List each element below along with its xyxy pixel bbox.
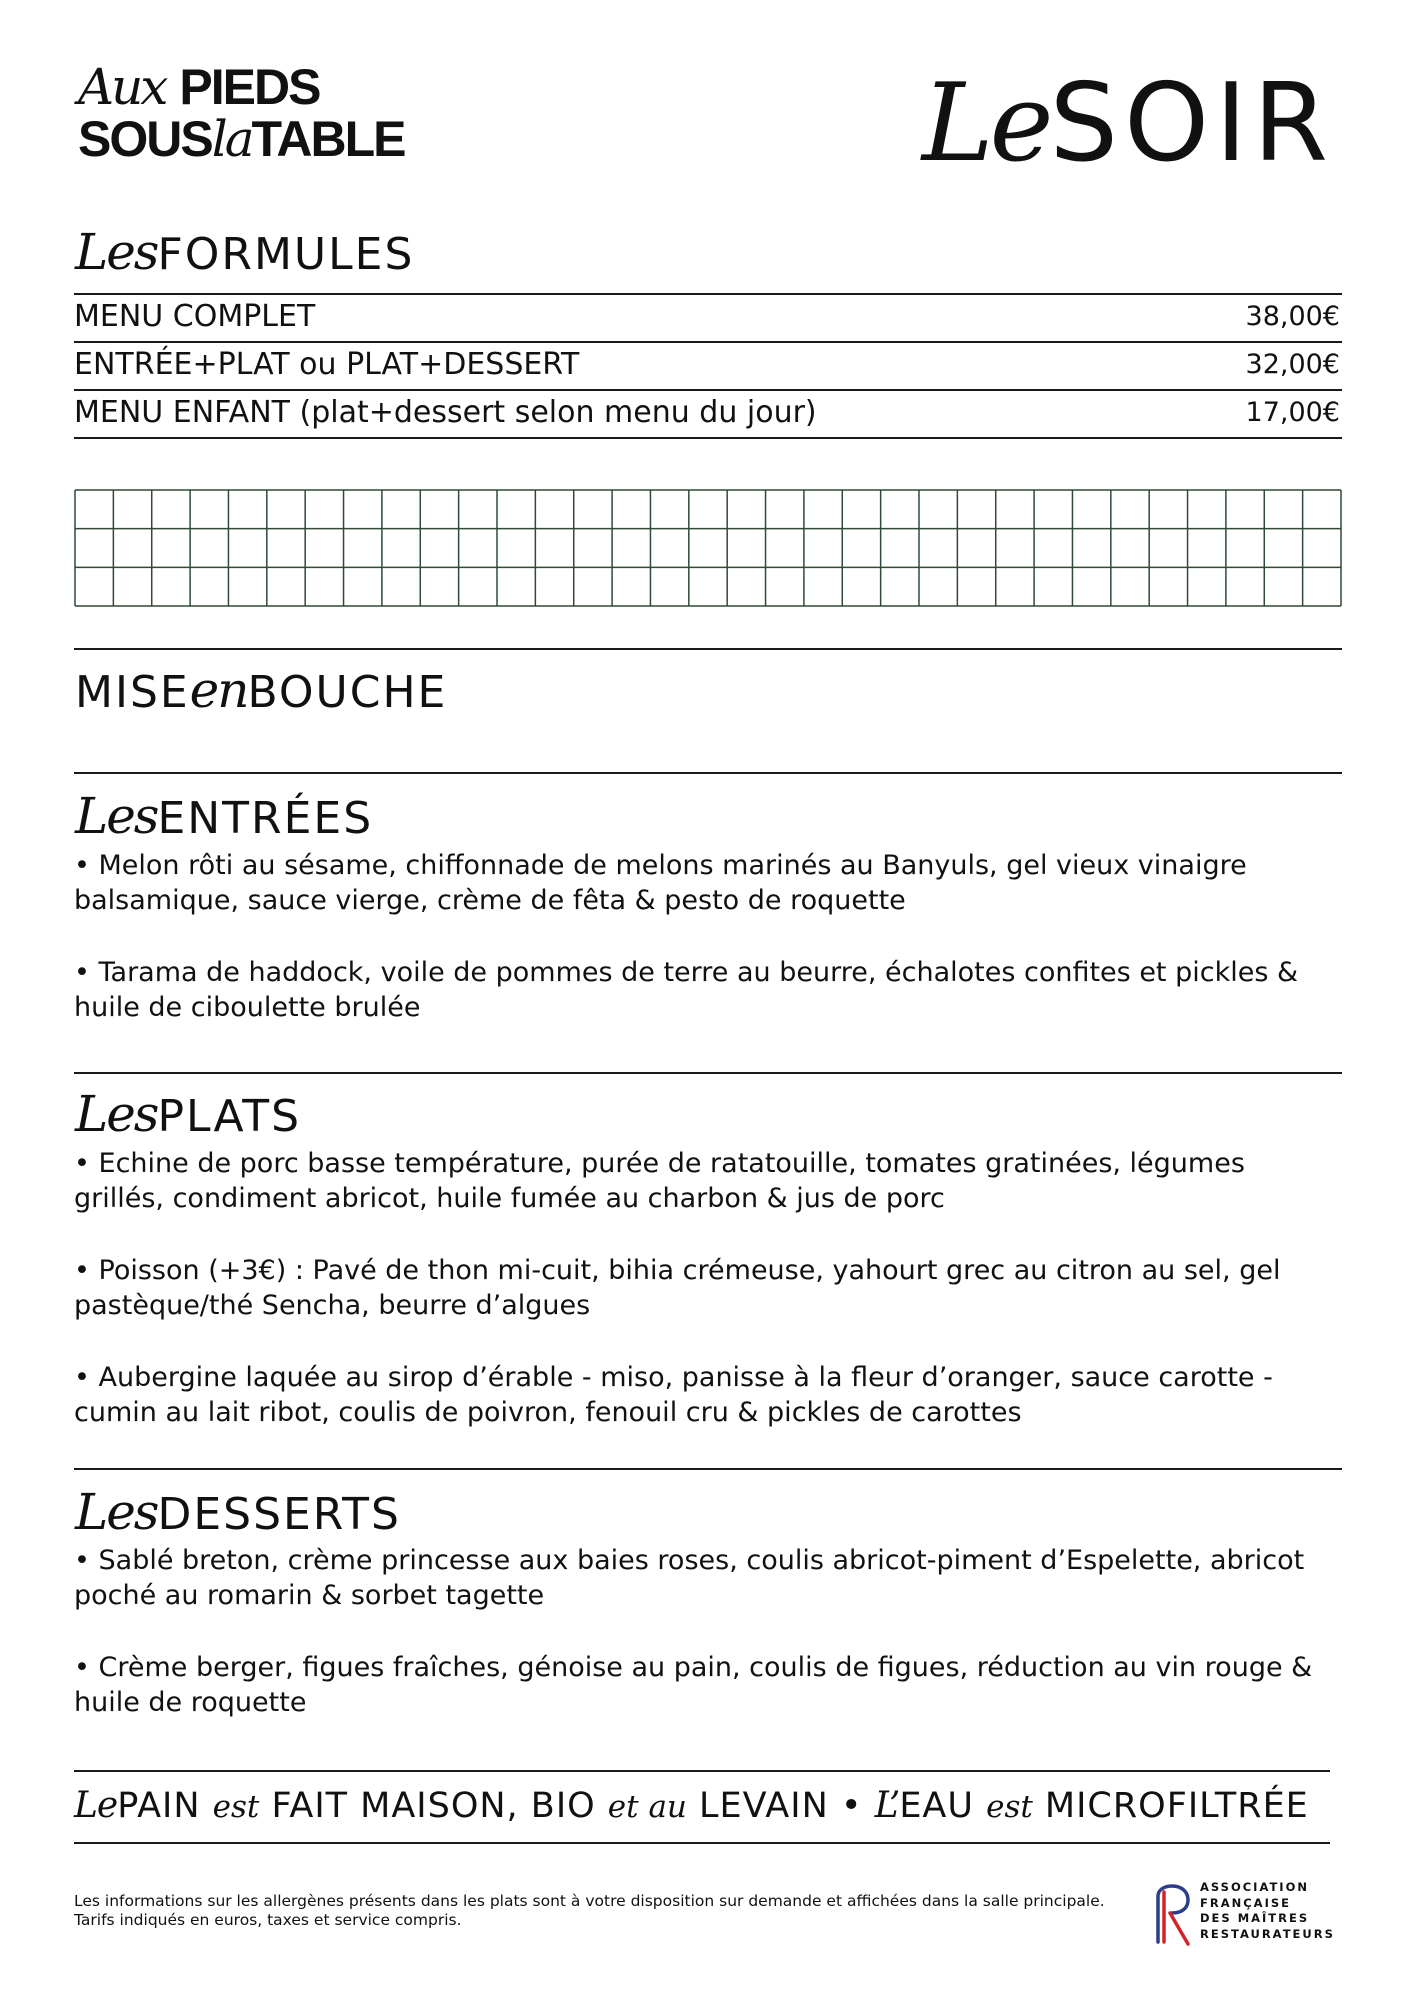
- divider: [74, 1842, 1330, 1844]
- desserts-list: [74, 1543, 1342, 1720]
- banner-est: est: [212, 1789, 260, 1825]
- formules-title: FORMULES: [157, 229, 415, 280]
- desserts-heading: [75, 1483, 401, 1541]
- banner-et-au: et au: [607, 1789, 687, 1825]
- menu-item: • Poisson (+3€) : Pavé de thon mi-cuit, bihia crémeuse, yahourt grec au citron au sel, gel pastèque/thé Sencha, beurre d’algues: [74, 1255, 1281, 1321]
- maitres-restaurateurs-logo: [1150, 1880, 1340, 1950]
- logo-sous: SOUS: [78, 111, 212, 167]
- entrees-heading: [75, 787, 374, 845]
- plats-title: PLATS: [157, 1091, 301, 1142]
- formule-label: MENU COMPLET: [74, 299, 316, 334]
- formule-row: [74, 294, 1342, 340]
- title-le: Le: [921, 61, 1050, 186]
- tariff-note: Tarifs indiqués en euros, taxes et service compris.: [74, 1911, 462, 1929]
- banner-microfiltree: MICROFILTRÉE: [1044, 1786, 1309, 1826]
- menu-item: • Melon rôti au sésame, chiffonnade de melons marinés au Banyuls, gel vieux vinaigre balsamique, sauce vierge, crème de fêta & pesto de roquette: [74, 850, 1247, 916]
- mise-en-bouche-heading: [75, 661, 448, 719]
- association-line: FRANÇAISE: [1200, 1895, 1291, 1910]
- en-word: en: [189, 661, 248, 719]
- banner-pain: PAIN: [117, 1786, 201, 1826]
- logo-pieds: PIEDS: [179, 59, 320, 115]
- desserts-title: DESSERTS: [157, 1489, 401, 1540]
- menu-item: • Aubergine laquée au sirop d’érable - miso, panisse à la fleur d’oranger, sauce carotte - cumin au lait ribot, coulis de poivron, fenouil cru & pickles de carottes: [74, 1362, 1273, 1428]
- formule-price: 17,00€: [1245, 397, 1340, 428]
- divider: [74, 772, 1342, 774]
- formule-row: [74, 390, 1342, 436]
- menu-item: • Crème berger, figues fraîches, génoise au pain, coulis de figues, réduction au vin rouge & huile de roquette: [74, 1652, 1313, 1718]
- logo-aux: Aux: [78, 58, 166, 116]
- notes-grid: [74, 489, 1342, 607]
- mise-word: MISE: [75, 667, 190, 718]
- allergen-note: Les informations sur les allergènes présents dans les plats sont à votre disposition sur demande et affichées dans la salle principale.: [74, 1892, 1105, 1910]
- association-name: [1200, 1880, 1335, 1942]
- bouche-word: BOUCHE: [247, 667, 448, 718]
- association-line: RESTAURATEURS: [1200, 1926, 1335, 1941]
- plats-list: [74, 1146, 1342, 1430]
- entrees-les: Les: [75, 787, 158, 845]
- banner-eau: EAU: [899, 1786, 974, 1826]
- formule-label: ENTRÉE+PLAT ou PLAT+DESSERT: [74, 347, 580, 382]
- bread-water-banner: [74, 1785, 1330, 1824]
- formules-heading: [75, 223, 415, 281]
- title-soir: SOIR: [1049, 61, 1334, 186]
- formule-row: [74, 342, 1342, 388]
- restaurant-logo: [78, 58, 405, 168]
- banner-le: Le: [74, 1785, 118, 1826]
- footer-note: [74, 1892, 1105, 1930]
- formule-label: MENU ENFANT (plat+dessert selon menu du jour): [74, 395, 817, 430]
- divider: [74, 437, 1342, 439]
- banner-l: L’: [874, 1785, 900, 1826]
- formule-price: 32,00€: [1245, 349, 1340, 380]
- divider: [74, 648, 1342, 650]
- association-line: ASSOCIATION: [1200, 1880, 1309, 1894]
- association-line: DES MAÎTRES: [1200, 1911, 1310, 1925]
- banner-est: est: [986, 1789, 1033, 1825]
- banner-levain: LEVAIN: [698, 1786, 829, 1826]
- desserts-les: Les: [75, 1483, 158, 1541]
- maitres-restaurateurs-r-icon: [1150, 1880, 1194, 1950]
- menu-item: • Echine de porc basse température, purée de ratatouille, tomates gratinées, légumes grillés, condiment abricot, huile fumée au charbon & jus de porc: [74, 1148, 1245, 1214]
- plats-heading: [75, 1085, 301, 1143]
- entrees-list: [74, 848, 1342, 1025]
- divider: [74, 1072, 1342, 1074]
- divider: [74, 1770, 1330, 1772]
- logo-table: TABLE: [251, 111, 405, 167]
- entrees-title: ENTRÉES: [157, 793, 374, 844]
- divider: [74, 1468, 1342, 1470]
- page-title: [921, 61, 1334, 186]
- banner-fait-maison: FAIT MAISON, BIO: [271, 1786, 596, 1826]
- formules-les: Les: [75, 223, 158, 281]
- logo-la: la: [211, 110, 252, 168]
- banner-bullet: •: [840, 1786, 863, 1826]
- plats-les: Les: [75, 1085, 158, 1143]
- menu-item: • Tarama de haddock, voile de pommes de terre au beurre, échalotes confites et pickles & huile de ciboulette brulée: [74, 957, 1299, 1023]
- formule-price: 38,00€: [1245, 301, 1340, 332]
- menu-item: • Sablé breton, crème princesse aux baies roses, coulis abricot-piment d’Espelette, abricot poché au romarin & sorbet tagette: [74, 1545, 1305, 1611]
